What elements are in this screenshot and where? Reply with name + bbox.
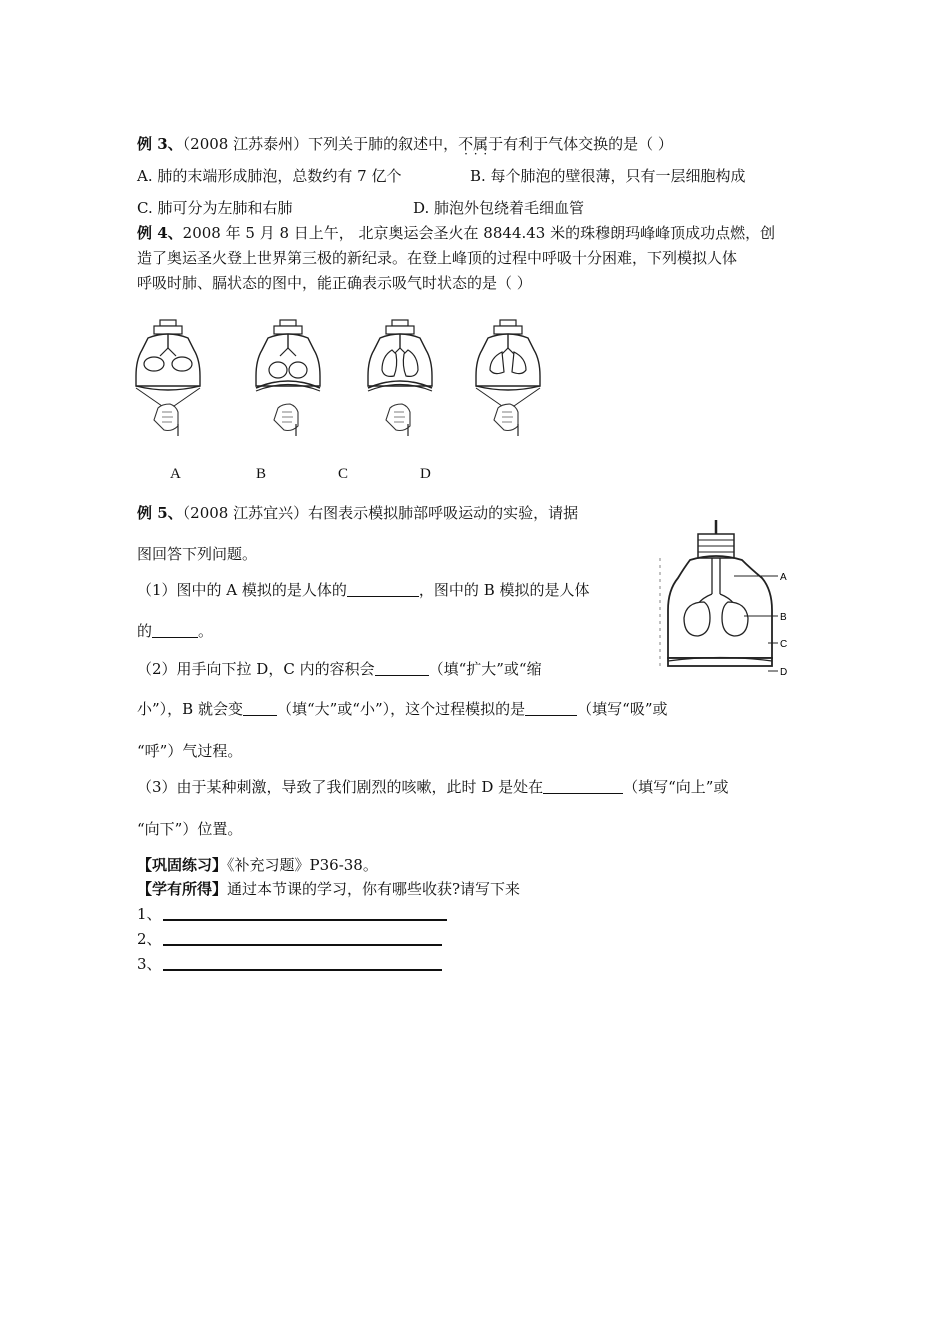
ex3-option-d: D. 肺泡外包绕着毛细血管 bbox=[413, 199, 585, 217]
ex5-bell-jar-figure bbox=[650, 518, 800, 683]
ex5-q3-end: “向下”）位置。 bbox=[137, 820, 243, 838]
gains-label: 【学有所得】 bbox=[137, 880, 228, 898]
ex4-option-a: A bbox=[170, 466, 181, 482]
figure-c bbox=[368, 320, 432, 436]
figure-d bbox=[476, 320, 540, 436]
breathing-model-figures bbox=[132, 316, 552, 441]
ex5-q3-b: （填写“向上”或 bbox=[623, 778, 729, 796]
gains-answer-line-1[interactable] bbox=[163, 919, 447, 921]
practice-text: 《补充习题》P36-38。 bbox=[227, 856, 378, 874]
figure-label-a: A bbox=[780, 572, 787, 583]
ex5-q2-a: （2）用手向下拉 D，C 内的容积会 bbox=[137, 660, 375, 678]
ex4-text-1: 2008 年 5 月 8 日上午， 北京奥运会圣火在 8844.43 米的珠穆朗玛峰峰顶成功点燃，创 bbox=[182, 224, 776, 242]
gains-text: 通过本节课的学习，你有哪些收获?请写下来 bbox=[227, 880, 521, 898]
gains-item-3-number: 3、 bbox=[137, 955, 162, 973]
ex3-source: （2008 江苏泰州） bbox=[182, 135, 309, 153]
ex4-line-1 bbox=[137, 222, 775, 244]
ex5-q1-d: 。 bbox=[198, 622, 214, 640]
ex5-q1-blank-2[interactable] bbox=[152, 621, 198, 638]
ex5-label: 例 5、 bbox=[137, 504, 183, 522]
ex5-text-1: （2008 江苏宜兴）右图表示模拟肺部呼吸运动的实验，请据 bbox=[182, 504, 579, 522]
ex5-line-1 bbox=[137, 502, 578, 524]
ex5-q1 bbox=[137, 579, 589, 601]
figure-label-b: B bbox=[780, 612, 787, 623]
ex5-q2-e: （填写“吸”或 bbox=[577, 700, 668, 718]
ex5-q2 bbox=[137, 658, 542, 680]
ex5-q2-blank-2[interactable] bbox=[243, 699, 277, 716]
figure-label-d: D bbox=[780, 667, 788, 678]
gains-answer-line-3[interactable] bbox=[163, 969, 442, 971]
ex4-option-c: C bbox=[338, 466, 349, 482]
ex5-q2-cont bbox=[137, 698, 668, 720]
ex3-option-a: A. 肺的末端形成肺泡，总数约有 7 亿个 bbox=[137, 167, 402, 185]
ex3-stem-a: 下列关于肺的叙述中， bbox=[308, 135, 459, 153]
gains-item-2-number: 2、 bbox=[137, 930, 162, 948]
ex5-q2-blank-1[interactable] bbox=[375, 659, 429, 676]
ex5-q1-a: （1）图中的 A 模拟的是人体的 bbox=[137, 581, 347, 599]
ex4-option-d: D bbox=[420, 466, 431, 482]
practice-line bbox=[137, 854, 378, 876]
ex5-q1-cont bbox=[137, 620, 213, 642]
figure-a bbox=[136, 320, 200, 436]
ex5-q2-blank-3[interactable] bbox=[525, 699, 577, 716]
ex4-line-2: 造了奥运圣火登上世界第三极的新纪录。在登上峰顶的过程中呼吸十分困难，下列模拟人体 bbox=[137, 249, 738, 267]
ex5-q1-b: ，图中的 B 模拟的是人体 bbox=[418, 581, 590, 599]
practice-label: 【巩固练习】 bbox=[137, 856, 228, 874]
ex5-line-2: 图回答下列问题。 bbox=[137, 545, 258, 563]
ex5-q2-b: （填“扩大”或“缩 bbox=[428, 660, 542, 678]
ex4-line-3: 呼吸时肺、膈状态的图中，能正确表示吸气时状态的是（ ） bbox=[137, 274, 532, 292]
ex4-option-b: B bbox=[256, 466, 267, 482]
ex5-q2-c: 小”），B 就会变 bbox=[137, 700, 243, 718]
ex3-emphasis: 不属于 · · · bbox=[458, 133, 503, 155]
ex3-label: 例 3、 bbox=[137, 135, 183, 153]
ex3-stem-b: 有利于气体交换的是（ ） bbox=[503, 135, 673, 153]
ex5-q1-blank-1[interactable] bbox=[347, 580, 419, 597]
ex5-q2-end: “呼”）气过程。 bbox=[137, 742, 243, 760]
figure-b bbox=[256, 320, 320, 436]
ex5-q2-d: （填“大”或“小”），这个过程模拟的是 bbox=[276, 700, 526, 718]
ex3-option-c: C. 肺可分为左肺和右肺 bbox=[137, 199, 293, 217]
ex3-option-b: B. 每个肺泡的壁很薄，只有一层细胞构成 bbox=[470, 167, 746, 185]
ex4-label: 例 4、 bbox=[137, 224, 183, 242]
ex5-q1-c: 的 bbox=[137, 622, 153, 640]
figure-label-c: C bbox=[780, 639, 788, 650]
ex5-q3 bbox=[137, 776, 728, 798]
gains-item-1-number: 1、 bbox=[137, 905, 162, 923]
gains-line bbox=[137, 878, 520, 900]
gains-answer-line-2[interactable] bbox=[163, 944, 442, 946]
ex5-q3-a: （3）由于某种刺激，导致了我们剧烈的咳嗽，此时 D 是处在 bbox=[137, 778, 544, 796]
ex5-q3-blank[interactable] bbox=[543, 777, 623, 794]
ex3-stem bbox=[137, 133, 673, 155]
